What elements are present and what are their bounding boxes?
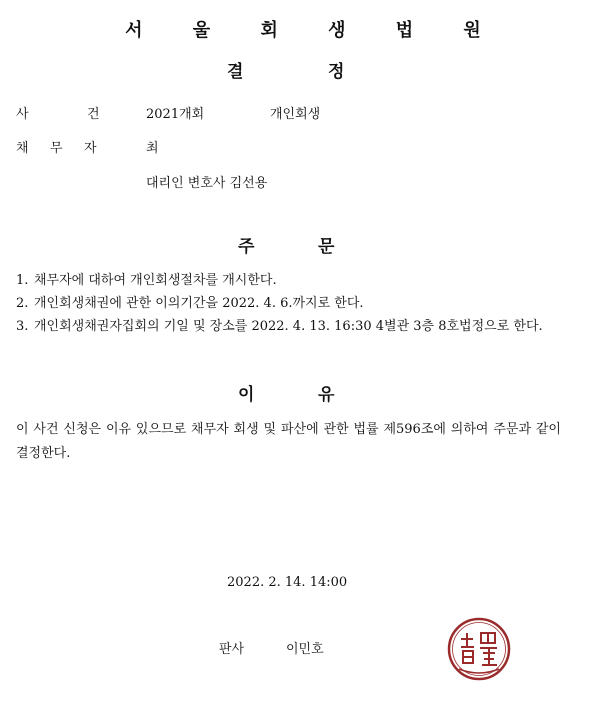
- list-item-number: 3.: [16, 319, 29, 334]
- list-item: [16, 269, 561, 292]
- debtor-agent: 대리인 변호사 김선용: [146, 176, 268, 191]
- debtor-label-char: 채: [16, 141, 29, 156]
- list-item-number: 2.: [16, 296, 29, 311]
- list-item-text: 채무자에 대하여 개인회생절차를 개시한다.: [34, 273, 277, 288]
- order-heading-first: 주: [238, 237, 255, 257]
- doc-title-first: 결: [227, 62, 244, 82]
- list-item-text: 개인회생채권에 관한 이의기간을 2022. 4. 6.까지로 한다.: [34, 296, 364, 311]
- list-item: [16, 292, 561, 315]
- debtor-label-char: 무: [50, 141, 63, 156]
- judge-title: 판사: [219, 642, 245, 657]
- order-heading-second: 문: [318, 237, 335, 257]
- case-number: 2021개회: [146, 107, 205, 122]
- doc-title-second: 정: [328, 62, 345, 82]
- debtor-label-char: 자: [84, 141, 97, 156]
- reason-heading-first: 이: [238, 385, 255, 405]
- court-name: 서 울 회 생 법 원: [125, 20, 503, 41]
- reason-text: 이 사건 신청은 이유 있으므로 채무자 회생 및 파산에 관한 법률 제596조에 의하여 주문과 같이 결정한다.: [16, 422, 561, 461]
- debtor-name: 최: [146, 141, 159, 156]
- case-type: 개인회생: [270, 107, 321, 122]
- case-label-char: 건: [87, 107, 100, 122]
- list-item-text: 개인회생채권자집회의 기일 및 장소를 2022. 4. 13. 16:30 4별관 3층 8호법정으로 한다.: [34, 319, 543, 334]
- case-label-char: 사: [16, 107, 29, 122]
- judge-name: 이민호: [286, 642, 324, 657]
- list-item: [16, 315, 561, 338]
- judge-seal: [447, 617, 511, 681]
- reason-heading-second: 유: [318, 385, 335, 405]
- decision-datetime: 2022. 2. 14. 14:00: [227, 575, 348, 590]
- order-list: [16, 269, 561, 338]
- list-item-number: 1.: [16, 273, 29, 288]
